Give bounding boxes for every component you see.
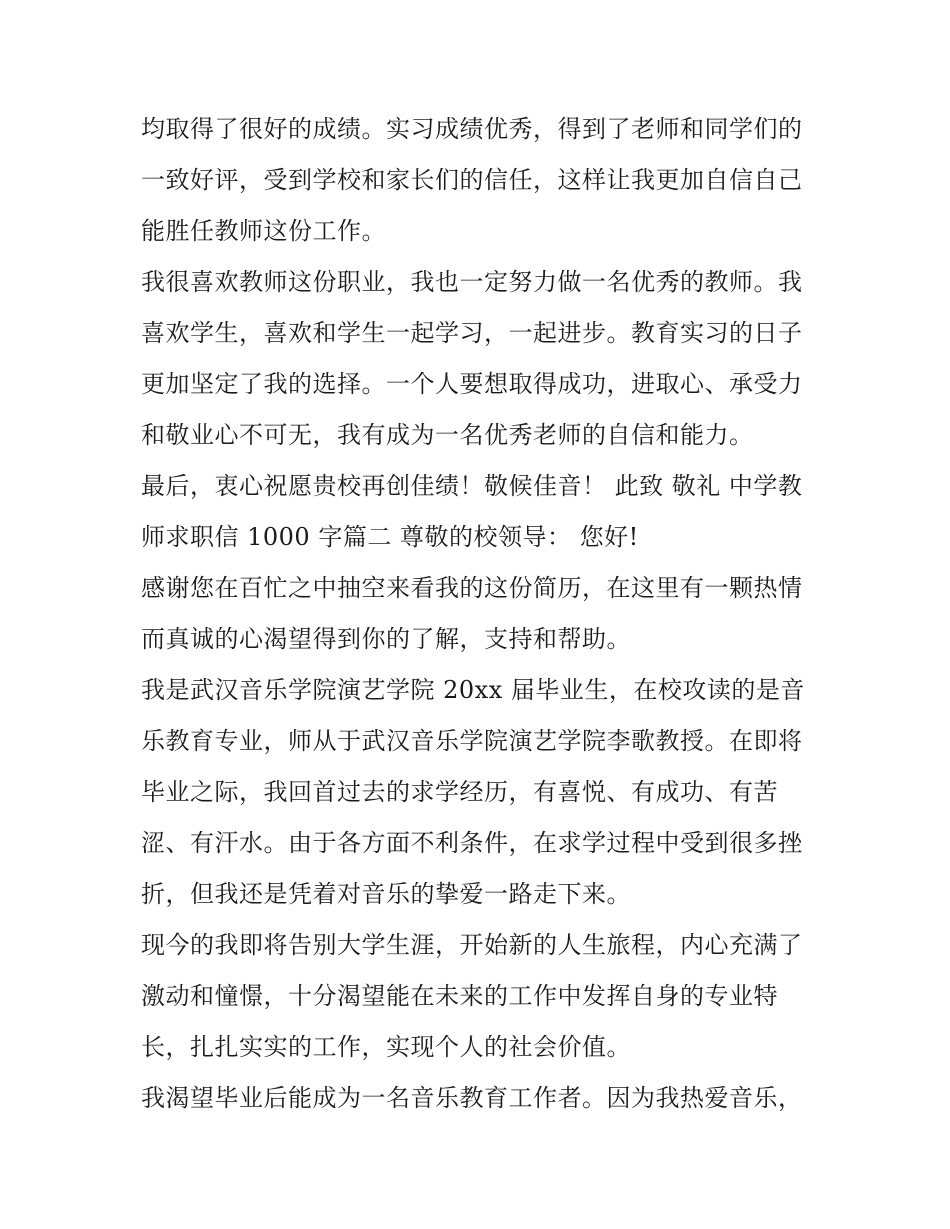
text-line: 我渴望毕业后能成为一名音乐教育工作者。因为我热爱音乐，	[141, 1084, 803, 1112]
text-line: 能胜任教师这份工作。	[141, 217, 386, 245]
text-line: 现今的我即将告别大学生涯，开始新的人生旅程，内心充满了	[141, 931, 803, 959]
paragraph-academic-results	[141, 104, 813, 257]
text-line: 和敬业心不可无，我有成为一名优秀老师的自信和能力。	[141, 421, 754, 449]
text-line: 长，扎扎实实的工作，实现个人的社会价值。	[141, 1033, 631, 1061]
paragraph-new-journey	[141, 920, 813, 1073]
text-line: 乐教育专业，师从于武汉音乐学院演艺学院李歌教授。在即将	[141, 727, 803, 755]
text-line: 涩、有汗水。由于各方面不利条件，在求学过程中受到很多挫	[141, 829, 803, 857]
text-line: 感谢您在百忙之中抽空来看我的这份简历，在这里有一颗热情	[141, 574, 803, 602]
paragraph-love-teaching	[141, 257, 813, 461]
text-line: 最后，衷心祝愿贵校再创佳绩！敬候佳音！ 此致 敬礼 中学教	[141, 472, 803, 500]
text-line: 喜欢学生，喜欢和学生一起学习，一起进步。教育实习的日子	[141, 319, 803, 347]
text-line: 我很喜欢教师这份职业，我也一定努力做一名优秀的教师。我	[141, 268, 803, 296]
paragraph-aspiration	[141, 1073, 813, 1124]
text-line: 一致好评，受到学校和家长们的信任，这样让我更加自信自己	[141, 166, 803, 194]
text-line: 激动和憧憬，十分渴望能在未来的工作中发挥自身的专业特	[141, 982, 778, 1010]
text-line: 折，但我还是凭着对音乐的挚爱一路走下来。	[141, 880, 631, 908]
text-line: 均取得了很好的成绩。实习成绩优秀，得到了老师和同学们的	[141, 115, 803, 143]
paragraph-closing-and-letter-two-greeting	[141, 461, 813, 563]
document-body	[141, 104, 813, 1124]
paragraph-background	[141, 665, 813, 920]
text-line: 师求职信 1000 字篇二 尊敬的校领导： 您好!	[141, 523, 639, 551]
text-line: 我是武汉音乐学院演艺学院 20xx 届毕业生，在校攻读的是音	[141, 676, 805, 704]
paragraph-thanks	[141, 563, 813, 665]
text-line: 而真诚的心渴望得到你的了解，支持和帮助。	[141, 625, 631, 653]
text-line: 更加坚定了我的选择。一个人要想取得成功，进取心、承受力	[141, 370, 803, 398]
text-line: 毕业之际，我回首过去的求学经历，有喜悦、有成功、有苦	[141, 778, 778, 806]
